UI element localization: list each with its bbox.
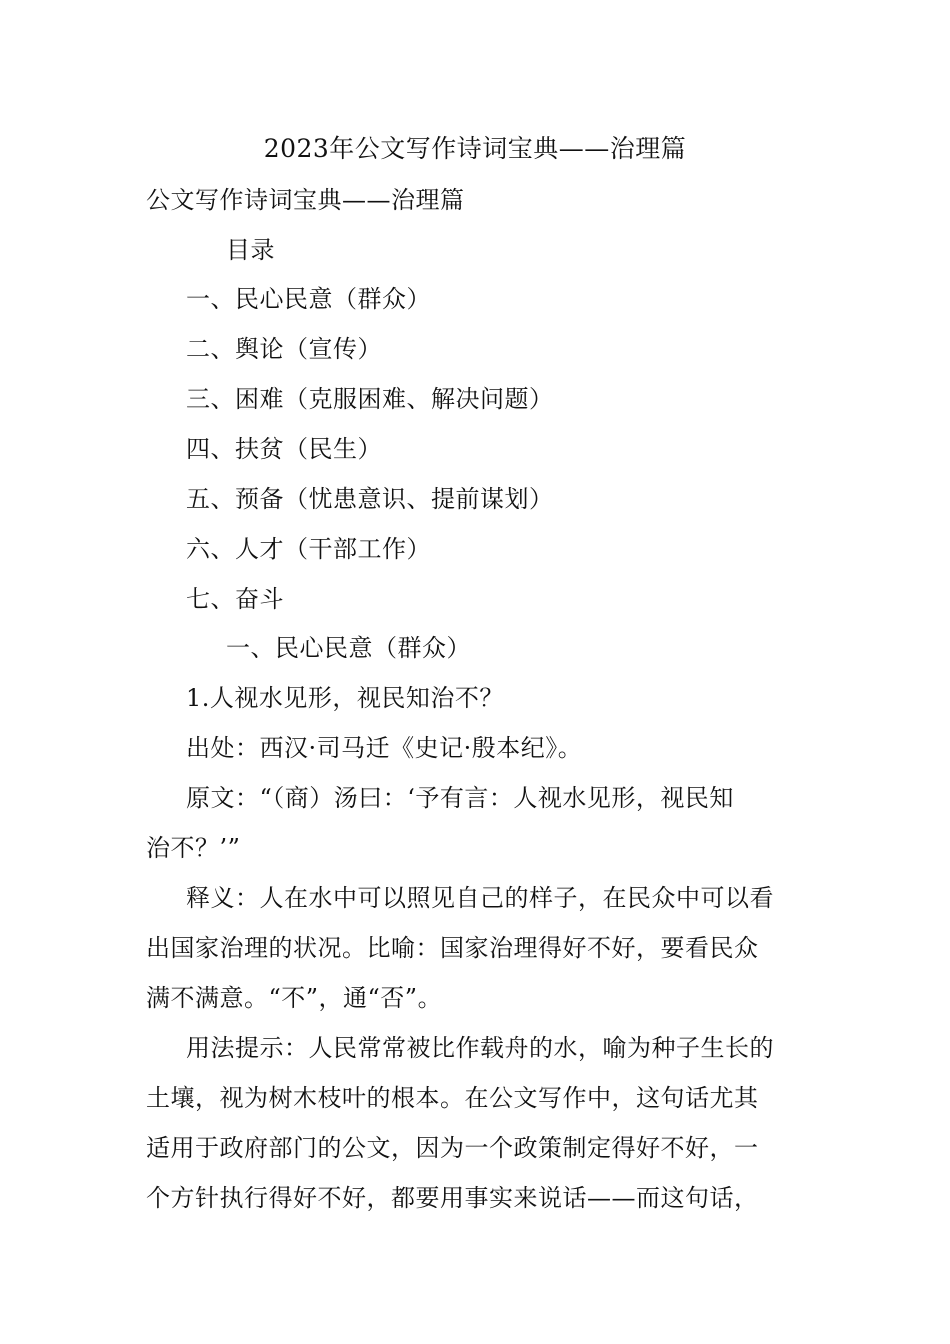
toc-heading: 目录 bbox=[226, 236, 275, 264]
toc-item-2: 二、舆论（宣传） bbox=[186, 335, 382, 363]
explanation-line-2: 出国家治理的状况。比喻：国家治理得好不好，要看民众 bbox=[146, 934, 759, 962]
original-line-1: 原文：“（商）汤曰：‘予有言：人视水见形，视民知 bbox=[186, 784, 734, 812]
original-line-2: 治不？’” bbox=[146, 834, 241, 862]
usage-line-1: 用法提示：人民常常被比作载舟的水，喻为种子生长的 bbox=[186, 1034, 774, 1062]
toc-item-5: 五、预备（忧患意识、提前谋划） bbox=[186, 485, 554, 513]
section-heading: 一、民心民意（群众） bbox=[226, 634, 471, 662]
usage-line-4: 个方针执行得好不好，都要用事实来说话——而这句话， bbox=[146, 1184, 759, 1212]
usage-line-2: 土壤，视为树木枝叶的根本。在公文写作中，这句话尤其 bbox=[146, 1084, 759, 1112]
usage-line-3: 适用于政府部门的公文，因为一个政策制定得好不好，一 bbox=[146, 1134, 759, 1162]
document-subtitle: 公文写作诗词宝典——治理篇 bbox=[146, 186, 465, 214]
source-line: 出处：西汉·司马迁《史记·殷本纪》。 bbox=[186, 734, 583, 762]
toc-item-1: 一、民心民意（群众） bbox=[186, 285, 431, 313]
explanation-line-1: 释义：人在水中可以照见自己的样子，在民众中可以看 bbox=[186, 884, 774, 912]
item-title: 1.人视水见形，视民知治不？ bbox=[186, 684, 504, 712]
toc-item-7: 七、奋斗 bbox=[186, 585, 284, 613]
toc-item-6: 六、人才（干部工作） bbox=[186, 535, 431, 563]
toc-item-3: 三、困难（克服困难、解决问题） bbox=[186, 385, 554, 413]
toc-item-4: 四、扶贫（民生） bbox=[186, 435, 382, 463]
explanation-line-3: 满不满意。“不”，通“否”。 bbox=[146, 984, 443, 1012]
document-title: 2023年公文写作诗词宝典——治理篇 bbox=[263, 134, 687, 163]
